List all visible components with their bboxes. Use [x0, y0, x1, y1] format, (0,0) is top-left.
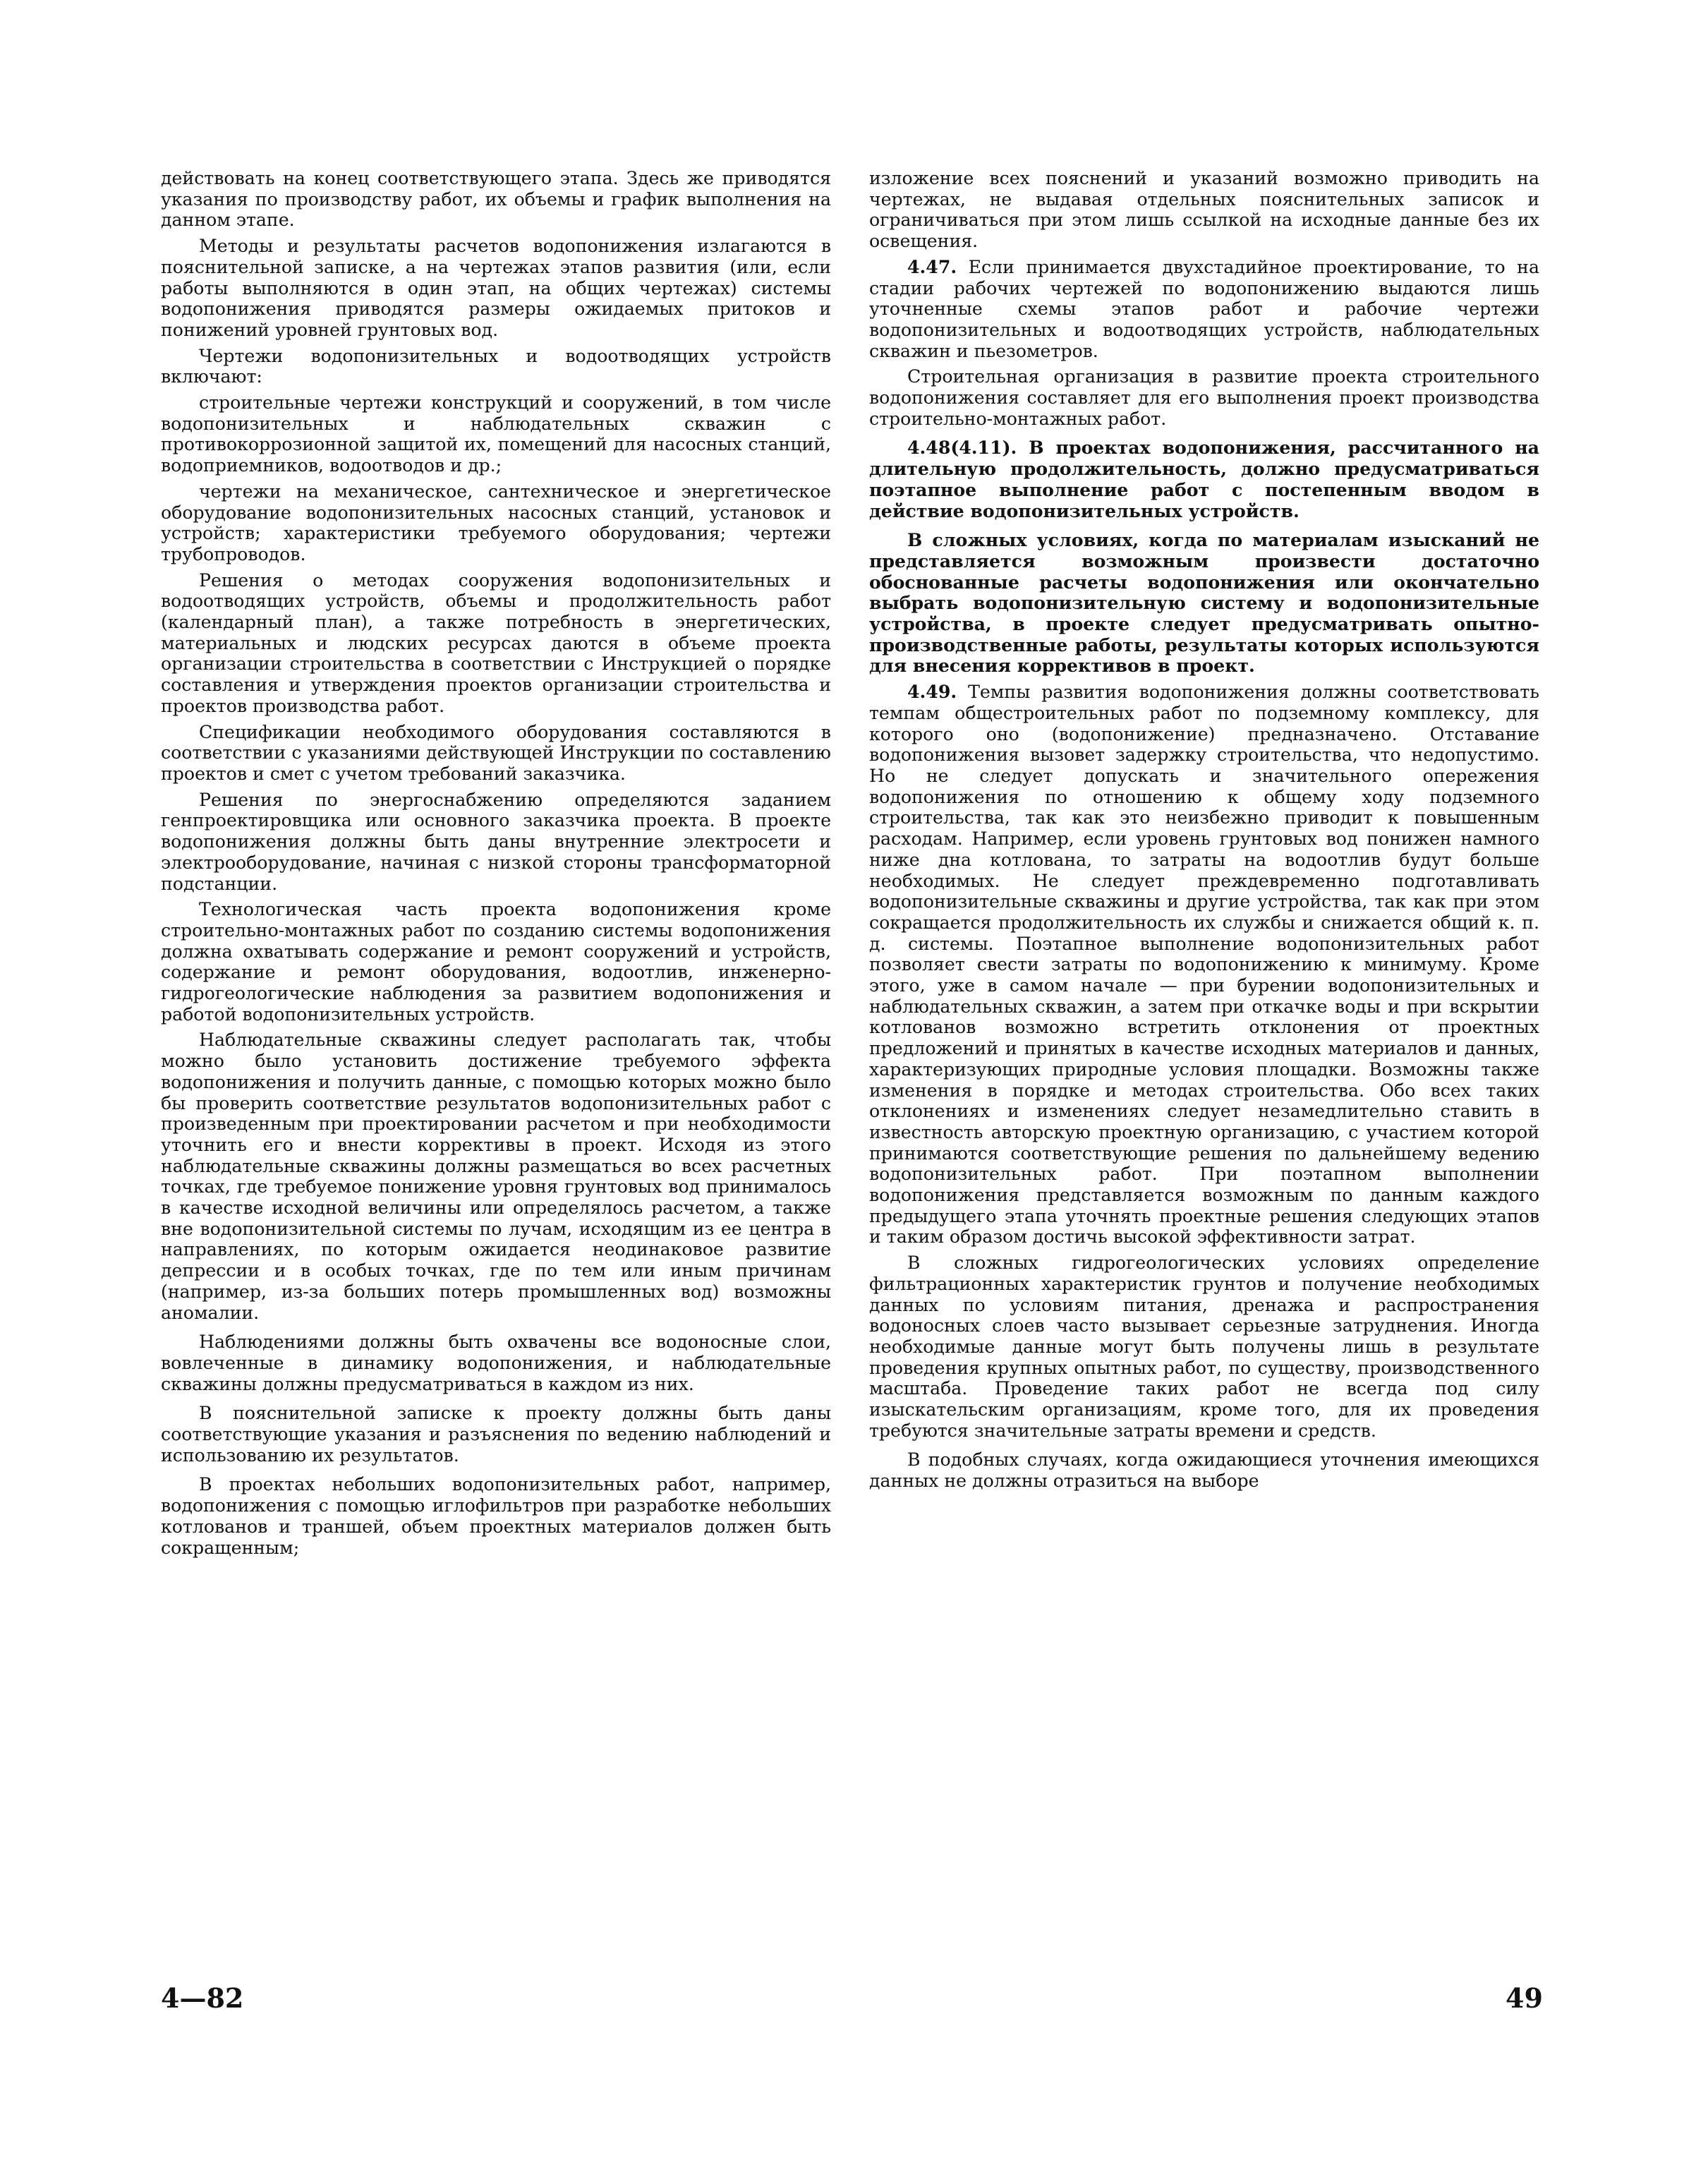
section-4-48-bold: 4.48(4.11). В проектах водопонижения, рассчитанного на длительную продолжительность, должно предусматриваться поэтапное выполнение работ с постепенным вводом в действие водопонизительных устройств. — [869, 437, 1539, 521]
list-item: строительные чертежи конструкций и сооружений, в том числе водопонизительных и наблюдательных скважин с противокоррозионной защитой их, помещений для насосных станций, водоприемников, водоотводов и др.; — [161, 392, 831, 476]
paragraph: Решения по энергоснабжению определяются заданием генпроектировщика или основного заказчика проекта. В проекте водопонижения должны быть даны внутренние электросети и электрооборудование, начиная с низкой стороны трансформаторной подстанции. — [161, 789, 831, 894]
left-text-column — [161, 168, 831, 1563]
paragraph: Чертежи водопонизительных и водоотводящих устройств включают: — [161, 345, 831, 387]
section-4-49 — [869, 682, 1539, 1248]
paragraph: В проектах небольших водопонизительных работ, например, водопонижения с помощью иглофильтров при разработке небольших котлованов и траншей, объем проектных материалов должен быть сокращенным; — [161, 1474, 831, 1558]
section-number: 4.49. — [907, 681, 957, 703]
paragraph-bold: В сложных условиях, когда по материалам изысканий не представляется возможным произвести достаточно обоснованные расчеты водопонижения или окончательно выбрать водопонизительную систему и водопонизительные устройства, в проекте следует предусматривать опытно-производственные работы, результаты которых используются для внесения коррективов в проект. — [869, 529, 1539, 677]
section-text: Если принимается двухстадийное проектирование, то на стадии рабочих чертежей по водопонижению выдаются лишь уточненные схемы этапов работ и рабочие чертежи водопонизительных и водоотводящих устройств, наблюдательных скважин и пьезометров. — [869, 256, 1539, 361]
paragraph: Спецификации необходимого оборудования составляются в соответствии с указаниями действующей Инструкции по составлению проектов и смет с учетом требований заказчика. — [161, 721, 831, 784]
page-number: 49 — [1506, 1982, 1543, 2014]
paragraph: Строительная организация в развитие проекта строительного водопонижения составляет для его выполнения проект производства строительно-монтажных работ. — [869, 366, 1539, 429]
paragraph: Наблюдательные скважины следует располагать так, чтобы можно было установить достижение требуемого эффекта водопонижения и получить данные, с помощью которых можно было бы проверить соответствие результатов водопонизительных работ с произведенным при проектировании расчетом и при необходимости уточнить его и внести коррективы в проект. Исходя из этого наблюдательные скважины должны размещаться во всех расчетных точках, где требуемое понижение уровня грунтовых вод принималось в качестве исходной величины или определялось расчетом, а также вне водопонизительной системы по лучам, исходящим из ее центра в направлениях, по которым ожидается неодинаковое развитие депрессии и в особых точках, где по тем или иным причинам (например, из-за больших потерь промышленных вод) возможны аномалии. — [161, 1030, 831, 1323]
paragraph: В сложных гидрогеологических условиях определение фильтрационных характеристик грунтов и получение необходимых данных по условиям питания, дренажа и распространения водоносных слоев часто вызывает серьезные затруднения. Иногда необходимые данные могут быть получены лишь в результате проведения крупных опытных работ, по существу, производственного масштаба. Проведение таких работ не всегда под силу изыскательским организациям, кроме того, для их проведения требуются значительные затраты времени и средств. — [869, 1252, 1539, 1441]
paragraph: изложение всех пояснений и указаний возможно приводить на чертежах, не выдавая отдельных пояснительных записок и ограничиваться при этом лишь ссылкой на исходные данные без их освещения. — [869, 168, 1539, 252]
section-4-47 — [869, 257, 1539, 362]
right-text-column — [869, 168, 1539, 1497]
paragraph: В пояснительной записке к проекту должны быть даны соответствующие указания и разъяснения по ведению наблюдений и использованию их результатов. — [161, 1403, 831, 1466]
paragraph: действовать на конец соответствующего этапа. Здесь же приводятся указания по производству работ, их объемы и график выполнения на данном этапе. — [161, 168, 831, 231]
paragraph: Наблюдениями должны быть охвачены все водоносные слои, вовлеченные в динамику водопонижения, и наблюдательные скважины должны предусматриваться в каждом из них. — [161, 1332, 831, 1394]
paragraph: В подобных случаях, когда ожидающиеся уточнения имеющихся данных не должны отразиться на выборе — [869, 1449, 1539, 1492]
section-text: Темпы развития водопонижения должны соответствовать темпам общестроительных работ по подземному комплексу, для которого оно (водопонижение) предназначено. Отставание водопонижения вызовет задержку строительства, что недопустимо. Но не следует допускать и значительного опережения водопонижения по отношению к общему ходу подземного строительства, так как это неизбежно приводит к повышенным расходам. Например, если уровень грунтовых вод понижен намного ниже дна котлована, то затраты на водоотлив будут больше необходимых. Не следует преждевременно подготавливать водопонизительные скважины и другие устройства, так как при этом сокращается продолжительность их службы и снижается общий к. п. д. системы. Поэтапное выполнение водопонизительных работ позволяет свести затраты по водопонижению к минимуму. Кроме этого, уже в самом начале — при бурении водопонизительных и наблюдательных скважин, а затем при откачке воды и при вскрытии котлованов возможно встретить отклонения от проектных предложений и принятых в качестве исходных материалов и данных, характеризующих природные условия площадки. Возможны также изменения в порядке и методах строительства. Обо всех таких отклонениях и изменениях следует незамедлительно ставить в известность авторскую проектную организацию, с участием которой принимаются соответствующие решения по дальнейшему ведению водопонизительных работ. При поэтапном выполнении водопонижения представляется возможным по данным каждого предыдущего этапа уточнять проектные решения следующих этапов и таким образом достичь высокой эффективности затрат. — [869, 682, 1539, 1248]
paragraph: Методы и результаты расчетов водопонижения излагаются в пояснительной записке, а на чертежах этапов развития (или, если работы выполняются в один этап, на общих чертежах) системы водопонижения приводятся размеры ожидаемых притоков и понижений уровней грунтовых вод. — [161, 236, 831, 340]
paragraph: Технологическая часть проекта водопонижения кроме строительно-монтажных работ по созданию системы водопонижения должна охватывать содержание и ремонт сооружений и устройств, содержание и ремонт оборудования, водоотлив, инженерно-гидрогеологические наблюдения за развитием водопонижения и работой водопонизительных устройств. — [161, 899, 831, 1025]
signature-mark: 4—82 — [161, 1982, 244, 2014]
list-item: чертежи на механическое, сантехническое и энергетическое оборудование водопонизительных насосных станций, установок и устройств; характеристики требуемого оборудования; чертежи трубопроводов. — [161, 481, 831, 565]
paragraph: Решения о методах сооружения водопонизительных и водоотводящих устройств, объемы и продолжительность работ (календарный план), а также потребность в энергетических, материальных и людских ресурсах даются в объеме проекта организации строительства в соответствии с Инструкцией о порядке составления и утверждения проектов организации строительства и проектов производства работ. — [161, 569, 831, 716]
section-number: 4.47. — [907, 255, 957, 277]
